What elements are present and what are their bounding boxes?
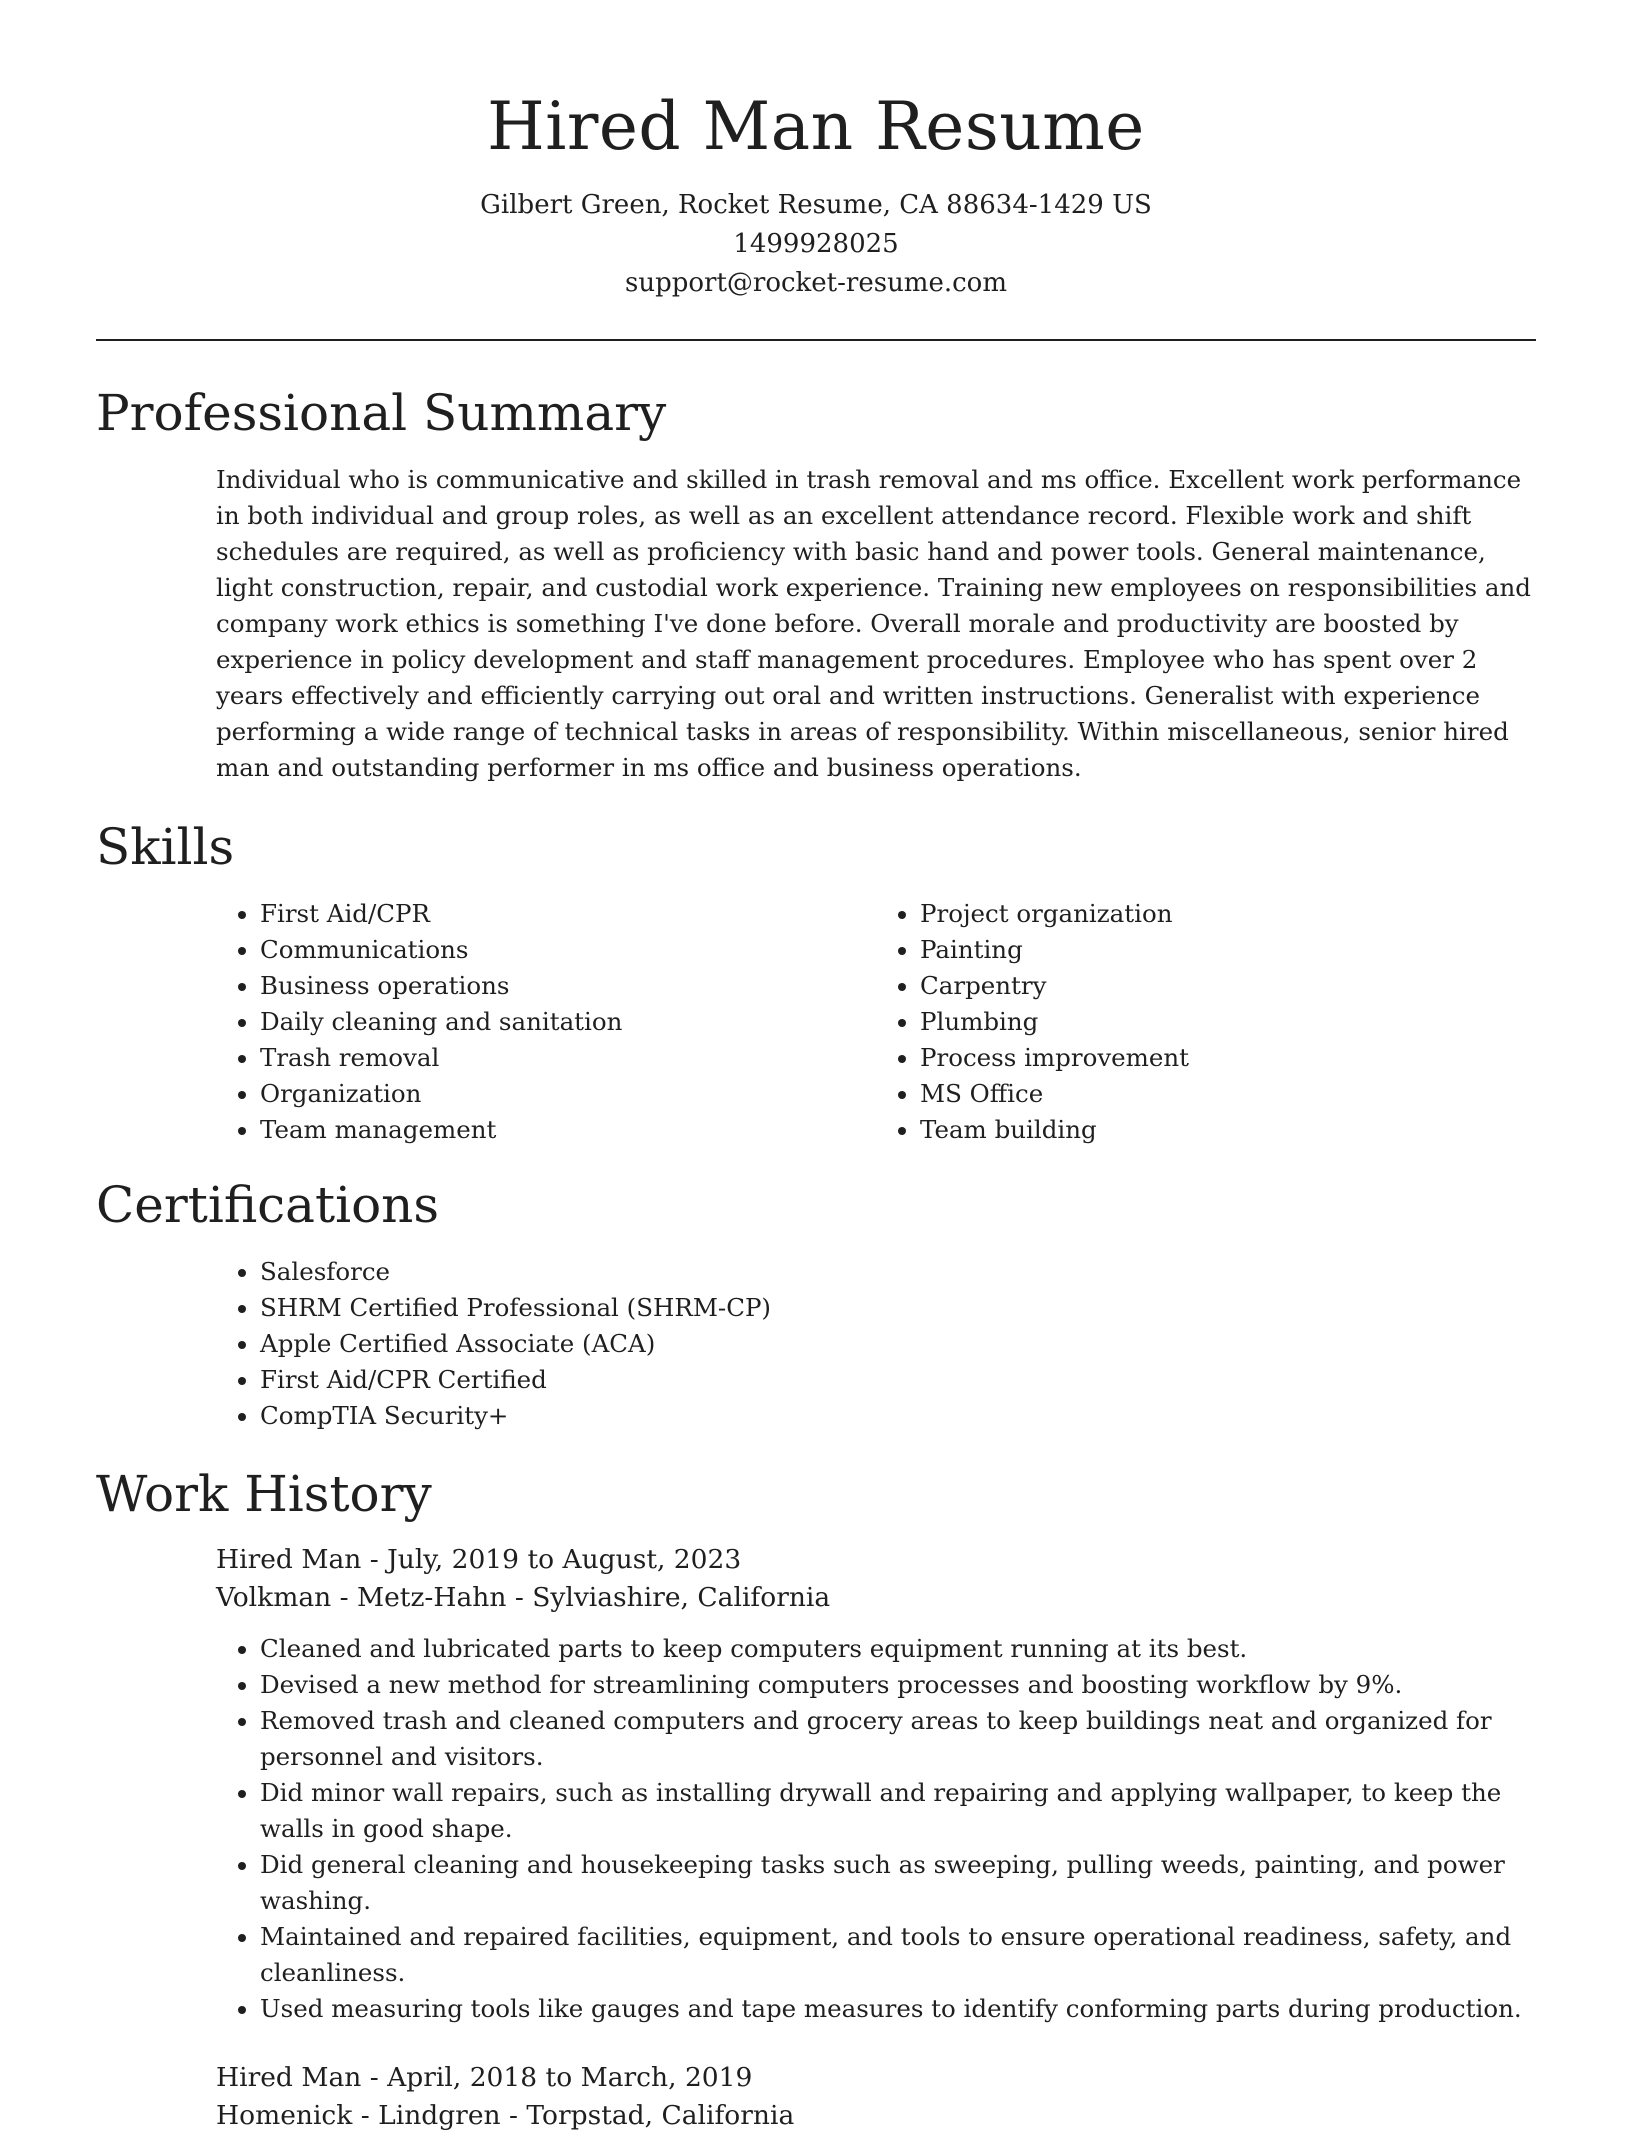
certifications-section <box>96 1170 1536 1434</box>
skills-list-left <box>216 896 876 1148</box>
contact-phone: 1499928025 <box>733 229 899 259</box>
contact-email: support@rocket-resume.com <box>624 268 1007 298</box>
job-duty-item: • Did general cleaning and housekeeping tasks such as sweeping, pulling weeds, painting, and power washing. <box>260 1847 1536 1919</box>
skill-item: • Project organization <box>920 896 1536 932</box>
job-duty-item: • Maintained and repaired facilities, equipment, and tools to ensure operational readiness, safety, and cleanliness. <box>260 1919 1536 1991</box>
job-duties-list <box>216 1631 1536 2027</box>
skills-grid <box>216 896 1536 1148</box>
skill-item: • Communications <box>260 932 876 968</box>
header-divider <box>96 339 1536 341</box>
resume-title: Hired Man Resume <box>487 88 1145 165</box>
job-title-line: Hired Man - July, 2019 to August, 2023 <box>216 1544 742 1575</box>
skills-section <box>96 812 1536 1148</box>
skill-item: • Trash removal <box>260 1040 876 1076</box>
summary-body <box>216 462 1536 786</box>
certification-item: • Apple Certified Associate (ACA) <box>260 1326 1536 1362</box>
summary-text: Individual who is communicative and skilled in trash removal and ms office. Excellent work performance in both individual and group roles, as well as an excellent attendance record. Flexible work and shift schedules are required, as well as proficiency with basic hand and power tools. General maintenance, light construction, repair, and custodial work experience. Training new employees on responsibilities and company work ethics is something I've done before. Overall morale and productivity are boosted by experience in policy development and staff management procedures. Employee who has spent over 2 years effectively and efficiently carrying out oral and written instructions. Generalist with experience performing a wide range of technical tasks in areas of responsibility. Within miscellaneous, senior hired man and outstanding performer in ms office and business operations. <box>216 465 1531 782</box>
skill-item: • Plumbing <box>920 1004 1536 1040</box>
work-history-heading: Work History <box>96 1465 432 1523</box>
contact-address: Gilbert Green, Rocket Resume, CA 88634-1429 US <box>480 190 1152 220</box>
job-entry <box>216 2059 1536 2135</box>
certification-item: • SHRM Certified Professional (SHRM-CP) <box>260 1290 1536 1326</box>
work-history-section <box>96 1459 1536 2135</box>
summary-section <box>96 378 1536 786</box>
skill-item: • MS Office <box>920 1076 1536 1112</box>
job-employer-line: Volkman - Metz-Hahn - Sylviashire, California <box>216 1582 831 1613</box>
certifications-list <box>216 1254 1536 1434</box>
job-duty-item: • Cleaned and lubricated parts to keep computers equipment running at its best. <box>260 1631 1536 1667</box>
skill-item: • Business operations <box>260 968 876 1004</box>
work-history-body <box>216 1541 1536 2135</box>
skill-item: • Painting <box>920 932 1536 968</box>
skills-heading: Skills <box>96 818 235 876</box>
skills-list-right <box>876 896 1536 1148</box>
certifications-heading: Certifications <box>96 1176 440 1234</box>
job-title-line: Hired Man - April, 2018 to March, 2019 <box>216 2062 753 2093</box>
skill-item: • Team building <box>920 1112 1536 1148</box>
contact-info <box>96 186 1536 303</box>
resume-header <box>96 0 1536 303</box>
job-duty-item: • Devised a new method for streamlining computers processes and boosting workflow by 9%. <box>260 1667 1536 1703</box>
skill-item: • Process improvement <box>920 1040 1536 1076</box>
skill-item: • Organization <box>260 1076 876 1112</box>
certification-item: • CompTIA Security+ <box>260 1398 1536 1434</box>
resume-page <box>96 0 1536 2135</box>
job-duty-item: • Did minor wall repairs, such as installing drywall and repairing and applying wallpaper, to keep the walls in good shape. <box>260 1775 1536 1847</box>
job-employer-line: Homenick - Lindgren - Torpstad, California <box>216 2100 795 2131</box>
summary-heading: Professional Summary <box>96 384 667 442</box>
skill-item: • Team management <box>260 1112 876 1148</box>
job-entry <box>216 1541 1536 2027</box>
job-duty-item: • Removed trash and cleaned computers and grocery areas to keep buildings neat and organized for personnel and visitors. <box>260 1703 1536 1775</box>
job-duty-item: • Used measuring tools like gauges and tape measures to identify conforming parts during production. <box>260 1991 1536 2027</box>
certification-item: • Salesforce <box>260 1254 1536 1290</box>
certification-item: • First Aid/CPR Certified <box>260 1362 1536 1398</box>
skill-item: • First Aid/CPR <box>260 896 876 932</box>
skill-item: • Daily cleaning and sanitation <box>260 1004 876 1040</box>
skill-item: • Carpentry <box>920 968 1536 1004</box>
certifications-body <box>216 1254 1536 1434</box>
